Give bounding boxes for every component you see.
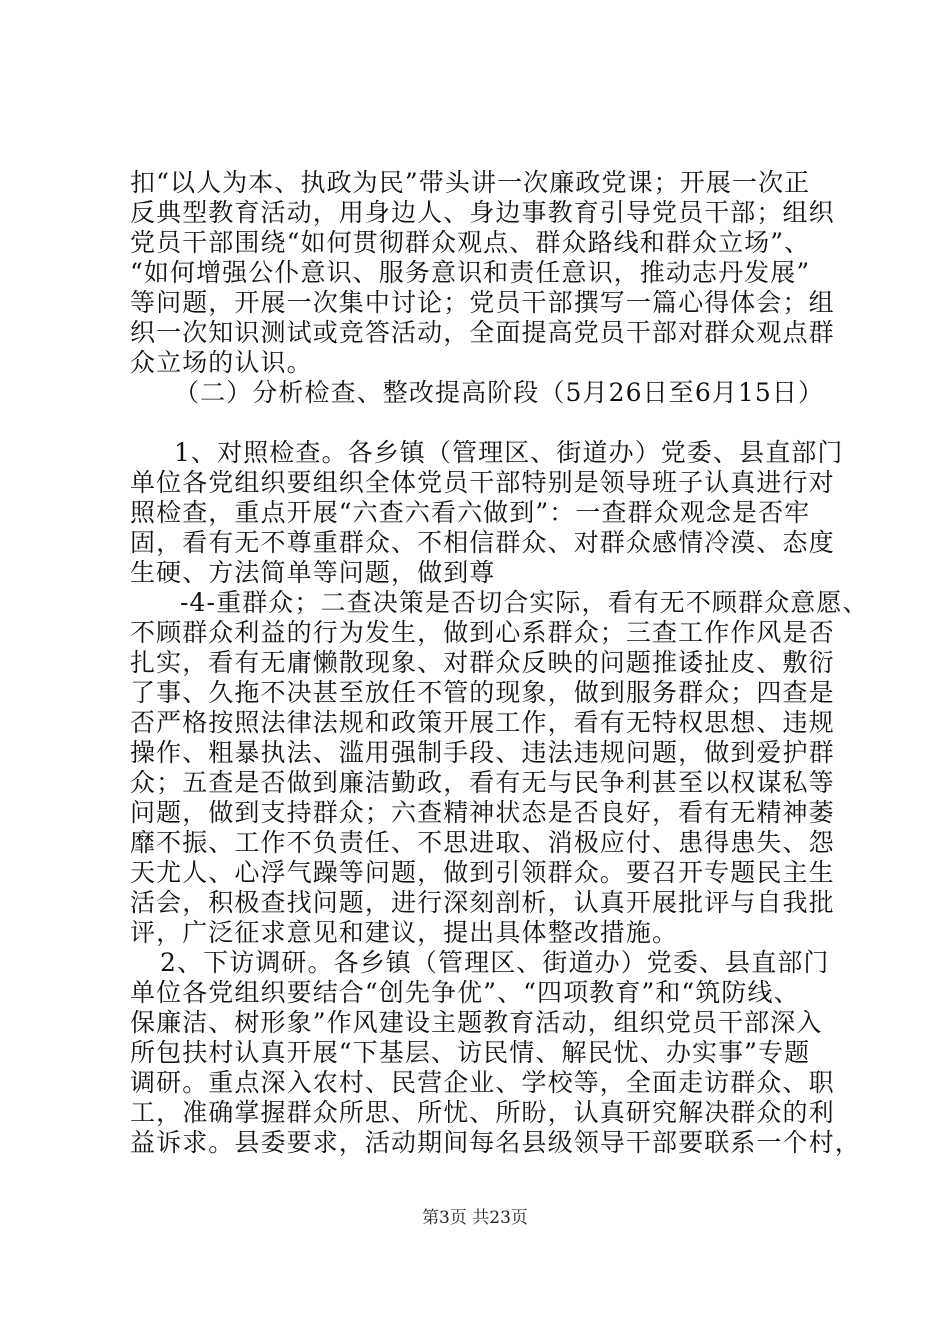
section-heading: （二）分析检查、整改提高阶段（5月26日至6月15日）: [174, 378, 825, 407]
text-line: 保廉洁、树形象”作风建设主题教育活动，组织党员干部深入: [130, 1008, 823, 1037]
text-line: 生硬、方法简单等问题，做到尊: [130, 558, 496, 587]
text-line: 调研。重点深入农村、民营企业、学校等，全面走访群众、职: [130, 1068, 835, 1097]
text-line: 固，看有无不尊重群众、不相信群众、对群众感情冷漠、态度: [130, 528, 835, 557]
text-line: 益诉求。县委要求，活动期间每名县级领导干部要联系一个村，: [130, 1128, 861, 1157]
text-line: 工，准确掌握群众所思、所忧、所盼，认真研究解决群众的利: [130, 1098, 835, 1127]
text-line: 单位各党组织要结合“创先争优”、“四项教育”和“筑防线、: [130, 978, 800, 1007]
text-line: 问题，做到支持群众；六查精神状态是否良好，看有无精神萎: [130, 798, 835, 827]
text-line: 操作、粗暴执法、滥用强制手段、违法违规问题，做到爱护群: [130, 738, 835, 767]
page-number-footer: 第3页 共23页: [422, 1208, 528, 1228]
text-line: 1、对照检查。各乡镇（管理区、街道办）党委、县直部门: [174, 438, 844, 467]
paragraph-spacer: [130, 408, 830, 438]
text-line: 评，广泛征求意见和建议，提出具体整改措施。: [130, 918, 679, 947]
text-line: 反典型教育活动，用身边人、身边事教育引导党员干部；组织: [130, 198, 835, 227]
text-line: 天尤人、心浮气躁等问题，做到引领群众。要召开专题民主生: [130, 858, 835, 887]
text-line: 扎实，看有无庸懒散现象、对群众反映的问题推诿扯皮、敷衍: [130, 648, 835, 677]
text-line: 单位各党组织要组织全体党员干部特别是领导班子认真进行对: [130, 468, 835, 497]
document-body: [130, 168, 869, 1158]
text-line: 众；五查是否做到廉洁勤政，看有无与民争利甚至以权谋私等: [130, 768, 835, 797]
text-line: 否严格按照法律法规和政策开展工作，看有无特权思想、违规: [130, 708, 835, 737]
text-line: 所包扶村认真开展“下基层、访民情、解民忧、办实事”专题: [130, 1038, 811, 1067]
text-line: 党员干部围绕“如何贯彻群众观点、群众路线和群众立场”、: [130, 228, 811, 257]
text-line: “如何增强公仆意识、服务意识和责任意识，推动志丹发展”: [130, 258, 811, 287]
text-line: 不顾群众利益的行为发生，做到心系群众；三查工作作风是否: [130, 618, 835, 647]
text-line: 众立场的认识。: [130, 348, 313, 377]
text-line: 活会，积极查找问题，进行深刻剖析，认真开展批评与自我批: [130, 888, 835, 917]
text-line: -4-重群众；二查决策是否切合实际，看有无不顾群众意愿、: [180, 588, 869, 617]
text-line: 2、下访调研。各乡镇（管理区、街道办）党委、县直部门: [160, 948, 830, 977]
text-line: 了事、久拖不决甚至放任不管的现象，做到服务群众；四查是: [130, 678, 835, 707]
text-line: 织一次知识测试或竞答活动，全面提高党员干部对群众观点群: [130, 318, 835, 347]
text-line: 照检查，重点开展“六查六看六做到”：一查群众观念是否牢: [130, 498, 811, 527]
text-line: 扣“以人为本、执政为民”带头讲一次廉政党课；开展一次正: [130, 168, 811, 197]
text-line: 靡不振、工作不负责任、不思进取、消极应付、患得患失、怨: [130, 828, 835, 857]
text-line: 等问题，开展一次集中讨论；党员干部撰写一篇心得体会；组: [130, 288, 835, 317]
